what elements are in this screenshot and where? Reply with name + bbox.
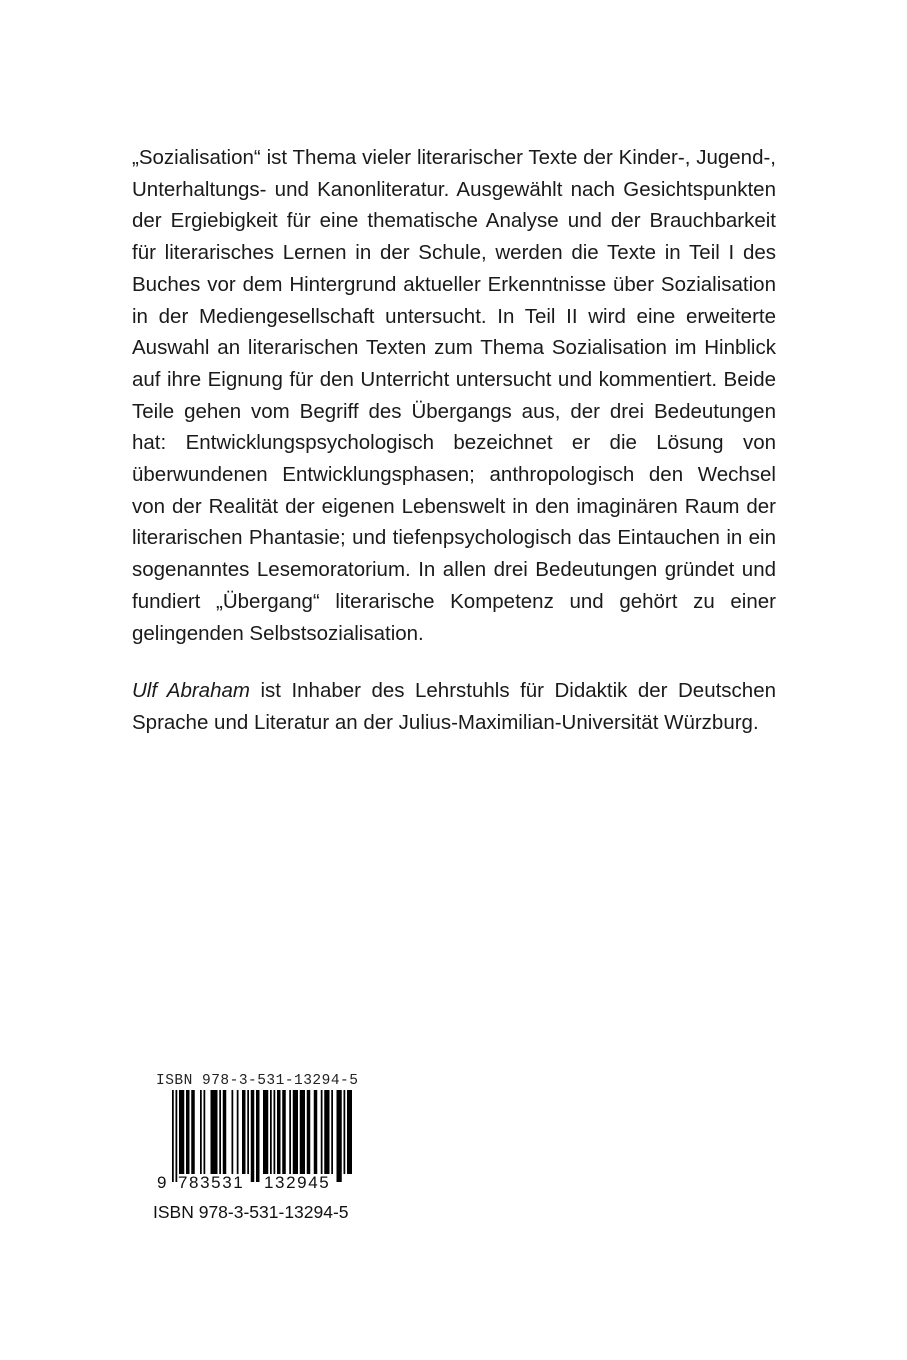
barcode-bar (331, 1090, 333, 1174)
barcode-bars (172, 1090, 352, 1182)
back-cover-blurb: „Sozialisation“ ist Thema vieler literarischer Texte der Kinder-, Jugend-, Unterhaltungs- und Kanonliteratur. Ausgewählt nach Gesichtspunkten der Ergiebigkeit für eine thematische Analyse und der Brauchbarkeit für literarisches Lernen in der Schule, werden die Texte in Teil I des Buches vor dem Hintergrund aktueller Erkenntnisse über Sozialisation in der Mediengesellschaft untersucht. In Teil II wird eine erweiterte Auswahl an literarischen Texten zum Thema Sozialisation im Hinblick auf ihre Eignung für den Unterricht untersucht und kommentiert. Beide Teile gehen vom Begriff des Übergangs aus, der drei Bedeutungen hat: Entwicklungspsychologisch bezeichnet er die Lösung von überwundenen Entwicklungsphasen; anthropologisch den Wechsel von der Realität der eigenen Lebenswelt in den imaginären Raum der literarischen Phantasie; und tiefenpsychologisch das Eintauchen in ein sogenanntes Lesemoratorium. In allen drei Bedeutungen gründet und fundiert „Übergang“ literarische Kompetenz und gehört zu einer gelingenden Selbstsozialisation. (132, 146, 776, 645)
barcode-bar (277, 1090, 281, 1174)
barcode-bar (270, 1090, 272, 1174)
barcode-bar (256, 1090, 260, 1182)
barcode-bar (211, 1090, 218, 1174)
barcode-bar (204, 1090, 206, 1174)
barcode-bar (179, 1090, 184, 1174)
barcode-bar (232, 1090, 234, 1174)
barcode-bar (251, 1090, 255, 1182)
barcode-bar (274, 1090, 276, 1174)
barcode-digits (152, 1173, 362, 1193)
author-bio-text: ist Inhaber des Lehrstuhls für Didaktik der Deutschen Sprache und Literatur an der Julius-Maximilian-Universität Würzburg. (132, 679, 776, 734)
isbn-bottom-label: ISBN 978-3-531-13294-5 (153, 1202, 349, 1222)
barcode-bar (237, 1090, 239, 1174)
barcode-bar (337, 1090, 342, 1182)
barcode-bar (289, 1090, 291, 1174)
barcode-digit-first: 9 (157, 1173, 167, 1192)
author-name: Ulf Abraham (132, 679, 250, 702)
barcode-bar (300, 1090, 305, 1174)
barcode-bar (172, 1090, 174, 1182)
barcode-bar (293, 1090, 298, 1174)
barcode-bar (223, 1090, 227, 1174)
barcode-bar (344, 1090, 346, 1174)
barcode-bar (324, 1090, 329, 1174)
barcode-bar (247, 1090, 249, 1174)
barcode-bar (347, 1090, 352, 1174)
isbn-top-label: ISBN 978-3-531-13294-5 (156, 1073, 359, 1089)
barcode-bar (186, 1090, 190, 1174)
barcode-bar (191, 1090, 195, 1174)
barcode-bar (200, 1090, 202, 1174)
author-bio (132, 675, 776, 738)
barcode-digits-right: 132945 (264, 1173, 331, 1192)
barcode-bar (314, 1090, 318, 1174)
barcode-bar (176, 1090, 178, 1182)
barcode-bar (307, 1090, 311, 1174)
barcode-bar (219, 1090, 221, 1174)
barcode-bar (321, 1090, 323, 1174)
barcode-bar (263, 1090, 268, 1174)
barcode-bar (282, 1090, 286, 1174)
barcode-digits-left: 783531 (178, 1173, 245, 1192)
barcode-bar (242, 1090, 246, 1174)
